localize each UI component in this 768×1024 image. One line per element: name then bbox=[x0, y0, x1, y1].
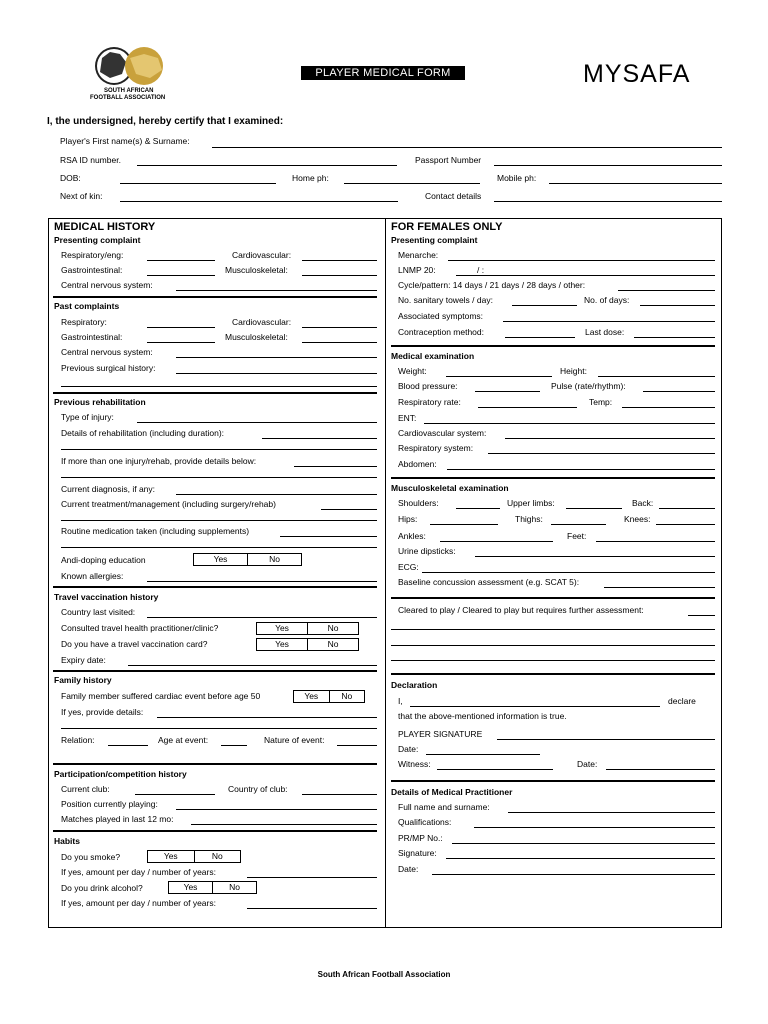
cns-field[interactable] bbox=[176, 290, 377, 291]
label-current-club: Current club: bbox=[61, 784, 110, 794]
cleared-field[interactable] bbox=[688, 615, 715, 616]
details-rehab-field[interactable] bbox=[262, 438, 377, 439]
divider bbox=[53, 296, 377, 298]
last-dose-field[interactable] bbox=[634, 337, 715, 338]
true-info-statement: that the above-mentioned information is true. bbox=[398, 711, 567, 721]
routine-med-field-2[interactable] bbox=[61, 547, 377, 548]
label-past-respiratory: Respiratory: bbox=[61, 317, 107, 327]
yes-option[interactable]: Yes bbox=[163, 851, 178, 861]
past-cns-field[interactable] bbox=[176, 357, 377, 358]
family-history-heading: Family history bbox=[54, 675, 112, 685]
lnmp-separators: / : bbox=[477, 265, 485, 275]
details-rehab-field-2[interactable] bbox=[61, 449, 377, 450]
label-bp: Blood pressure: bbox=[398, 381, 458, 391]
relation-field[interactable] bbox=[108, 745, 148, 746]
label-cns: Central nervous system: bbox=[61, 280, 153, 290]
mobile-ph-field[interactable] bbox=[549, 183, 722, 184]
more-than-one-field[interactable] bbox=[294, 466, 377, 467]
label-past-gastrointestinal: Gastrointestinal: bbox=[61, 332, 123, 342]
alcohol-amount-field[interactable] bbox=[247, 908, 377, 909]
temp-field[interactable] bbox=[622, 407, 715, 408]
label-position: Position currently playing: bbox=[61, 799, 158, 809]
label-shoulders: Shoulders: bbox=[398, 498, 439, 508]
label-country-club: Country of club: bbox=[228, 784, 288, 794]
brand-logo: MYSAFA bbox=[583, 60, 691, 88]
consulted-yes-no[interactable] bbox=[256, 622, 359, 635]
family-cardiac-yes-no[interactable] bbox=[293, 690, 365, 703]
respiratory-eng-field[interactable] bbox=[147, 260, 215, 261]
passport-field[interactable] bbox=[494, 165, 722, 166]
dob-field[interactable] bbox=[120, 183, 276, 184]
decl-date-field[interactable] bbox=[426, 754, 540, 755]
label-expiry: Expiry date: bbox=[61, 655, 106, 665]
towels-field[interactable] bbox=[512, 305, 577, 306]
ecg-field[interactable] bbox=[422, 572, 715, 573]
prev-rehab-heading: Previous rehabilitation bbox=[54, 397, 146, 407]
label-resp-sys: Respiratory system: bbox=[398, 443, 474, 453]
habits-heading: Habits bbox=[54, 836, 80, 846]
yes-option[interactable]: Yes bbox=[213, 554, 228, 564]
current-diag-field[interactable] bbox=[176, 494, 377, 495]
alcohol-yes-no[interactable] bbox=[168, 881, 257, 894]
signature-field[interactable] bbox=[446, 858, 715, 859]
label-past-musculoskeletal: Musculoskeletal: bbox=[225, 332, 288, 342]
declaration-heading: Declaration bbox=[391, 680, 438, 690]
weight-field[interactable] bbox=[446, 376, 552, 377]
divider bbox=[391, 673, 715, 675]
females-only-heading: FOR FEMALES ONLY bbox=[391, 221, 503, 233]
label-musculoskeletal: Musculoskeletal: bbox=[225, 265, 288, 275]
label-pulse: Pulse (rate/rhythm): bbox=[551, 381, 626, 391]
label-assoc-symptoms: Associated symptoms: bbox=[398, 311, 484, 321]
feet-field[interactable] bbox=[596, 541, 715, 542]
label-abdomen: Abdomen: bbox=[398, 459, 437, 469]
bp-field[interactable] bbox=[475, 391, 540, 392]
divider bbox=[391, 345, 715, 347]
column-divider bbox=[385, 218, 386, 928]
current-treat-field-2[interactable] bbox=[61, 520, 377, 521]
if-yes-details-field[interactable] bbox=[157, 717, 377, 718]
label-hips: Hips: bbox=[398, 514, 418, 524]
form-title: PLAYER MEDICAL FORM bbox=[301, 66, 465, 80]
label-signature: Signature: bbox=[398, 848, 437, 858]
label-upper-limbs: Upper limbs: bbox=[507, 498, 555, 508]
anti-doping-yes-no[interactable] bbox=[193, 553, 302, 566]
yes-option[interactable]: Yes bbox=[183, 882, 198, 892]
contraception-field[interactable] bbox=[505, 337, 575, 338]
divider bbox=[53, 670, 377, 672]
matches-field[interactable] bbox=[191, 824, 377, 825]
shoulders-field[interactable] bbox=[456, 508, 500, 509]
label-cycle: Cycle/pattern: 14 days / 21 days / 28 days / other: bbox=[398, 280, 586, 290]
no-days-field[interactable] bbox=[640, 305, 715, 306]
footer-text: South African Football Association bbox=[317, 970, 451, 979]
cleared-field-2[interactable] bbox=[391, 629, 715, 630]
more-than-one-field-2[interactable] bbox=[61, 477, 377, 478]
label-vacc-card: Do you have a travel vaccination card? bbox=[61, 639, 208, 649]
current-treat-field[interactable] bbox=[321, 509, 377, 510]
label-prev-surgical: Previous surgical history: bbox=[61, 363, 156, 373]
expiry-field[interactable] bbox=[128, 665, 377, 666]
label-ecg: ECG: bbox=[398, 562, 419, 572]
hips-field[interactable] bbox=[430, 524, 498, 525]
label-smoke-amount: If yes, amount per day / number of years: bbox=[61, 867, 216, 877]
org-line2: FOOTBALL ASSOCIATION bbox=[90, 95, 166, 101]
label-baseline: Baseline concussion assessment (e.g. SCAT 5): bbox=[398, 577, 580, 587]
label-cardio-sys: Cardiovascular system: bbox=[398, 428, 487, 438]
home-ph-field[interactable] bbox=[344, 183, 480, 184]
yes-option[interactable]: Yes bbox=[275, 639, 289, 649]
label-knees: Knees: bbox=[624, 514, 651, 524]
label-weight: Weight: bbox=[398, 366, 427, 376]
label-urine: Urine dipsticks: bbox=[398, 546, 456, 556]
label-declare: declare bbox=[668, 696, 696, 706]
name-field[interactable] bbox=[212, 147, 722, 148]
cardio-sys-field[interactable] bbox=[505, 438, 715, 439]
label-dob: DOB: bbox=[60, 173, 81, 183]
label-towels: No. sanitary towels / day: bbox=[398, 295, 493, 305]
baseline-field[interactable] bbox=[604, 587, 715, 588]
label-home-ph: Home ph: bbox=[292, 173, 329, 183]
no-option[interactable]: No bbox=[212, 882, 256, 893]
msk-exam-heading: Musculoskeletal examination bbox=[391, 483, 509, 493]
rsa-id-field[interactable] bbox=[137, 165, 397, 166]
thighs-field[interactable] bbox=[551, 524, 606, 525]
no-option[interactable]: No bbox=[194, 851, 241, 862]
label-allergies: Known allergies: bbox=[61, 571, 124, 581]
lnmp-field[interactable] bbox=[456, 275, 715, 276]
presenting-complaint-heading: Presenting complaint bbox=[54, 235, 141, 245]
label-consulted: Consulted travel health practitioner/clinic? bbox=[61, 623, 219, 633]
nature-event-field[interactable] bbox=[337, 745, 377, 746]
contact-field[interactable] bbox=[494, 201, 722, 202]
label-full-name: Full name and surname: bbox=[398, 802, 490, 812]
label-country-visited: Country last visited: bbox=[61, 607, 136, 617]
label-witness-date: Date: bbox=[577, 759, 598, 769]
past-cardiovascular-field[interactable] bbox=[302, 327, 377, 328]
label-nature-event: Nature of event: bbox=[264, 735, 325, 745]
divider bbox=[391, 477, 715, 479]
label-resp-rate: Respiratory rate: bbox=[398, 397, 461, 407]
gastrointestinal-field[interactable] bbox=[147, 275, 215, 276]
label-type-injury: Type of injury: bbox=[61, 412, 114, 422]
ankles-field[interactable] bbox=[440, 541, 553, 542]
no-option[interactable]: No bbox=[307, 639, 358, 650]
cleared-field-4[interactable] bbox=[391, 660, 715, 661]
label-routine-med: Routine medication taken (including supplements) bbox=[61, 526, 250, 536]
divider bbox=[53, 830, 377, 832]
yes-option[interactable]: Yes bbox=[275, 623, 289, 633]
right-presenting-complaint-heading: Presenting complaint bbox=[391, 235, 478, 245]
label-alcohol: Do you drink alcohol? bbox=[61, 883, 143, 893]
current-club-field[interactable] bbox=[135, 794, 215, 795]
musculoskeletal-field[interactable] bbox=[302, 275, 377, 276]
label-contraception: Contraception method: bbox=[398, 327, 484, 337]
country-club-field[interactable] bbox=[302, 794, 377, 795]
certify-statement: I, the undersigned, hereby certify that I examined: bbox=[47, 116, 284, 127]
cleared-field-3[interactable] bbox=[391, 645, 715, 646]
label-qualifications: Qualifications: bbox=[398, 817, 452, 827]
no-option[interactable]: No bbox=[329, 691, 365, 702]
menarche-field[interactable] bbox=[448, 260, 715, 261]
label-past-cns: Central nervous system: bbox=[61, 347, 153, 357]
label-thighs: Thighs: bbox=[515, 514, 543, 524]
upper-limbs-field[interactable] bbox=[566, 508, 622, 509]
medical-exam-heading: Medical examination bbox=[391, 351, 475, 361]
divider bbox=[391, 597, 715, 599]
label-gastrointestinal: Gastrointestinal: bbox=[61, 265, 123, 275]
label-player-sig: PLAYER SIGNATURE bbox=[398, 729, 483, 739]
position-field[interactable] bbox=[176, 809, 377, 810]
mp-date-field[interactable] bbox=[432, 874, 715, 875]
label-next-of-kin: Next of kin: bbox=[60, 191, 103, 201]
label-respiratory-eng: Respiratory/eng: bbox=[61, 250, 124, 260]
routine-med-field[interactable] bbox=[280, 536, 377, 537]
label-current-treat: Current treatment/management (including surgery/rehab) bbox=[61, 499, 276, 509]
label-current-diag: Current diagnosis, if any: bbox=[61, 484, 156, 494]
label-i: I, bbox=[398, 696, 403, 706]
label-no-days: No. of days: bbox=[584, 295, 630, 305]
height-field[interactable] bbox=[598, 376, 715, 377]
urine-field[interactable] bbox=[475, 556, 715, 557]
label-if-yes-details: If yes, provide details: bbox=[61, 707, 144, 717]
no-option[interactable]: No bbox=[247, 554, 301, 565]
resp-sys-field[interactable] bbox=[488, 453, 715, 454]
label-passport: Passport Number bbox=[415, 155, 482, 165]
prev-surgical-field[interactable] bbox=[176, 373, 377, 374]
divider bbox=[53, 586, 377, 588]
next-of-kin-field[interactable] bbox=[120, 201, 398, 202]
label-last-dose: Last dose: bbox=[585, 327, 625, 337]
label-cardiovascular: Cardiovascular: bbox=[232, 250, 292, 260]
full-name-field[interactable] bbox=[508, 812, 715, 813]
label-decl-date: Date: bbox=[398, 744, 419, 754]
label-lnmp: LNMP 20: bbox=[398, 265, 436, 275]
abdomen-field[interactable] bbox=[447, 469, 715, 470]
past-musculoskeletal-field[interactable] bbox=[302, 342, 377, 343]
label-anti-doping: Andi-doping education bbox=[61, 555, 146, 565]
label-temp: Temp: bbox=[589, 397, 613, 407]
medical-history-heading: MEDICAL HISTORY bbox=[54, 221, 156, 233]
label-more-than-one: If more than one injury/rehab, provide details below: bbox=[61, 456, 257, 466]
type-injury-field[interactable] bbox=[137, 422, 377, 423]
pulse-field[interactable] bbox=[643, 391, 715, 392]
label-contact: Contact details bbox=[425, 191, 482, 201]
participation-heading: Participation/competition history bbox=[54, 769, 187, 779]
label-ankles: Ankles: bbox=[398, 531, 426, 541]
label-prmp: PR/MP No.: bbox=[398, 833, 443, 843]
label-name: Player's First name(s) & Surname: bbox=[60, 136, 190, 146]
details-mp-heading: Details of Medical Practitioner bbox=[391, 787, 513, 797]
label-back: Back: bbox=[632, 498, 654, 508]
player-sig-field[interactable] bbox=[497, 739, 715, 740]
prev-surgical-field-2[interactable] bbox=[61, 386, 377, 387]
org-line1: SOUTH AFRICAN bbox=[104, 88, 154, 94]
prmp-field[interactable] bbox=[452, 843, 715, 844]
knees-field[interactable] bbox=[656, 524, 715, 525]
past-gastrointestinal-field[interactable] bbox=[147, 342, 215, 343]
label-height: Height: bbox=[560, 366, 587, 376]
resp-rate-field[interactable] bbox=[478, 407, 577, 408]
cardiovascular-field[interactable] bbox=[302, 260, 377, 261]
label-past-cardiovascular: Cardiovascular: bbox=[232, 317, 292, 327]
country-visited-field[interactable] bbox=[147, 617, 377, 618]
witness-field[interactable] bbox=[437, 769, 553, 770]
divider bbox=[53, 392, 377, 394]
label-matches: Matches played in last 12 mo: bbox=[61, 814, 174, 824]
label-rsa-id: RSA ID number. bbox=[60, 155, 121, 165]
declarant-name-field[interactable] bbox=[410, 706, 660, 707]
qualifications-field[interactable] bbox=[474, 827, 715, 828]
label-menarche: Menarche: bbox=[398, 250, 439, 260]
past-complaints-heading: Past complaints bbox=[54, 301, 120, 311]
yes-option[interactable]: Yes bbox=[304, 691, 319, 701]
vacc-card-yes-no[interactable] bbox=[256, 638, 359, 651]
label-family-cardiac: Family member suffered cardiac event before age 50 bbox=[61, 691, 261, 701]
divider bbox=[391, 780, 715, 782]
travel-vacc-heading: Travel vaccination history bbox=[54, 592, 159, 602]
allergies-field[interactable] bbox=[147, 581, 377, 582]
assoc-symptoms-field[interactable] bbox=[503, 321, 715, 322]
back-field[interactable] bbox=[659, 508, 715, 509]
label-relation: Relation: bbox=[61, 735, 95, 745]
label-mp-date: Date: bbox=[398, 864, 419, 874]
label-witness: Witness: bbox=[398, 759, 431, 769]
if-yes-details-field-2[interactable] bbox=[61, 728, 377, 729]
label-alcohol-amount: If yes, amount per day / number of years: bbox=[61, 898, 216, 908]
no-option[interactable]: No bbox=[307, 623, 358, 634]
label-details-rehab: Details of rehabilitation (including duration): bbox=[61, 428, 225, 438]
past-respiratory-field[interactable] bbox=[147, 327, 215, 328]
label-ent: ENT: bbox=[398, 413, 417, 423]
age-event-field[interactable] bbox=[221, 745, 247, 746]
label-smoke: Do you smoke? bbox=[61, 852, 121, 862]
label-cleared: Cleared to play / Cleared to play but requires further assessment: bbox=[398, 605, 644, 615]
label-mobile-ph: Mobile ph: bbox=[497, 173, 537, 183]
witness-date-field[interactable] bbox=[606, 769, 715, 770]
smoke-yes-no[interactable] bbox=[147, 850, 241, 863]
label-feet: Feet: bbox=[567, 531, 587, 541]
ent-field[interactable] bbox=[424, 423, 715, 424]
divider bbox=[53, 763, 377, 765]
cycle-field[interactable] bbox=[618, 290, 715, 291]
label-age-event: Age at event: bbox=[158, 735, 209, 745]
smoke-amount-field[interactable] bbox=[247, 877, 377, 878]
